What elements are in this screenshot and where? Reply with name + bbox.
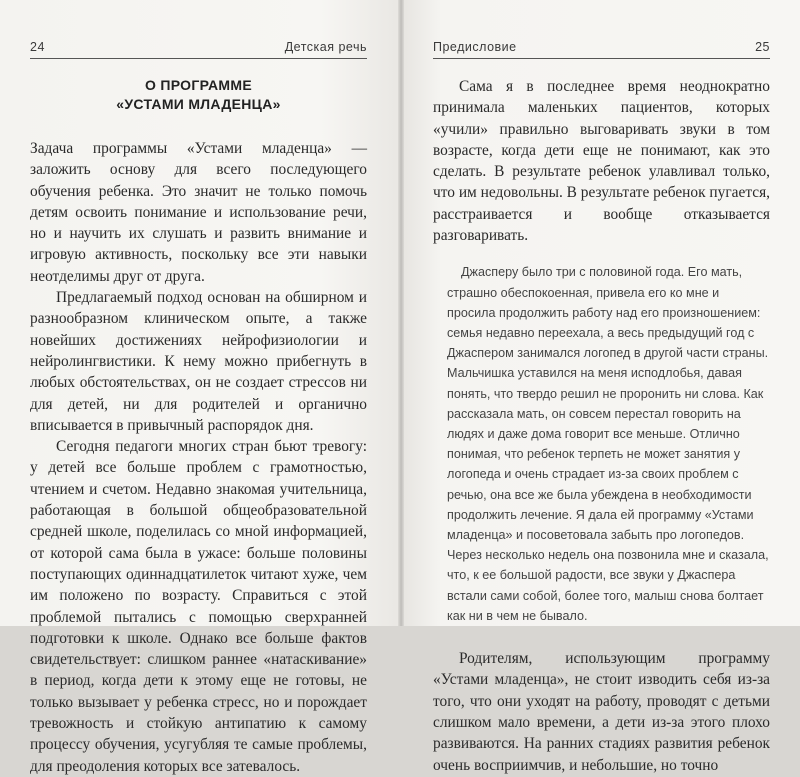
heading-line: О ПРОГРАММЕ xyxy=(144,77,252,93)
case-study-block xyxy=(433,262,770,626)
page-number: 25 xyxy=(755,40,770,54)
paragraph: Родителям, использующим программу «Устами младенца», не стоит изводить себя из-за того, что они уходят на работу, проводят с детьми слишком мало времени, а дети из-за этого плохо развиваются. На ранних стадиях развития ребенок очень восприимчив, и небольшие, но точно xyxy=(433,650,770,774)
paragraph: Сама я в последнее время неоднократно принимала маленьких пациентов, которых «учили» правильно выговаривать звуки в том возрасте, когда дети еще не понимают, как это сделать. В результате ребенок улавливал только, что им недовольны. В результате ребенок пугается, расстраивается и вообще отказывается разговаривать. xyxy=(433,78,770,245)
page-number: 24 xyxy=(30,40,45,54)
right-page-body xyxy=(433,76,770,776)
left-page xyxy=(0,0,401,775)
case-study-text: Джасперу было три с половиной года. Его мать, страшно обеспокоенная, привела его ко мне и просила продолжить работу над его произношением: семья недавно переехала, а весь предыдущий год с Джаспером занимался логопед в другой части страны. Мальчишка уставился на меня исподлобья, давая понять, что твердо решил не проронить ни слова. Как рассказала мать, он совсем перестал говорить на людях и даже дома говорит все меньше. Отлично понимая, что ребенок терпеть не может занятия у логопеда и очень страдает из-за своих проблем с речью, она все же была убеждена в необходимости продолжить лечение. Я дала ей программу «Устами младенца» и посоветовала забыть про логопедов. Через несколько недель она позвонила мне и сказала, что, к ее большой радости, все звуки у Джаспера встали сами собой, более того, малыш снова болтает как ни в чем не бывало. xyxy=(447,265,769,623)
heading-line: «УСТАМИ МЛАДЕНЦА» xyxy=(116,96,281,112)
section-heading xyxy=(30,76,367,114)
book-gutter xyxy=(398,0,404,626)
paragraph: Предлагаемый подход основан на обширном и разнообразном клиническом опыте, а также новейших достижениях нейрофизиологии и нейролингвистики. К нему можно прибегнуть в любых обстоятельствах, он не создает стрессов ни для детей, ни для родителей и органично вписывается в привычный распорядок дня. xyxy=(30,289,367,434)
right-page xyxy=(401,0,800,774)
running-title: Детская речь xyxy=(284,40,367,54)
left-page-body xyxy=(30,76,367,777)
paragraph: Сегодня педагоги многих стран бьют тревогу: у детей все больше проблем с грамотностью, чтением и счетом. Недавно знакомая учительница, работающая в большой общеобразовательной средней школе, поделилась со мной информацией, от которой сама была в ужасе: больше половины поступающих одиннадцатилеток читают хуже, чем им положено по возрасту. Справиться с этой проблемой пытались с помощью сверхранней подготовки к школе. Однако все больше фактов свидетельствует: слишком раннее «натаскивание» в период, когда дети к этому еще не готовы, не только вызывает у ребенка стресс, но и порождает тревожность и стойкую антипатию к самому процессу обучения, усугубляя те самые проблемы, для преодоления которых все затевалось. xyxy=(30,438,367,775)
running-title: Предисловие xyxy=(433,40,517,54)
header-rule xyxy=(433,58,770,59)
header-rule xyxy=(30,58,367,59)
paragraph: Задача программы «Устами младенца» — заложить основу для всего последующего обучения ребенка. Это значит не только помочь детям освоить понимание и использование речи, но и научить их слушать и развить внимание и игровую активность, поскольку все эти навыки неотделимы друг от друга. xyxy=(30,140,367,285)
